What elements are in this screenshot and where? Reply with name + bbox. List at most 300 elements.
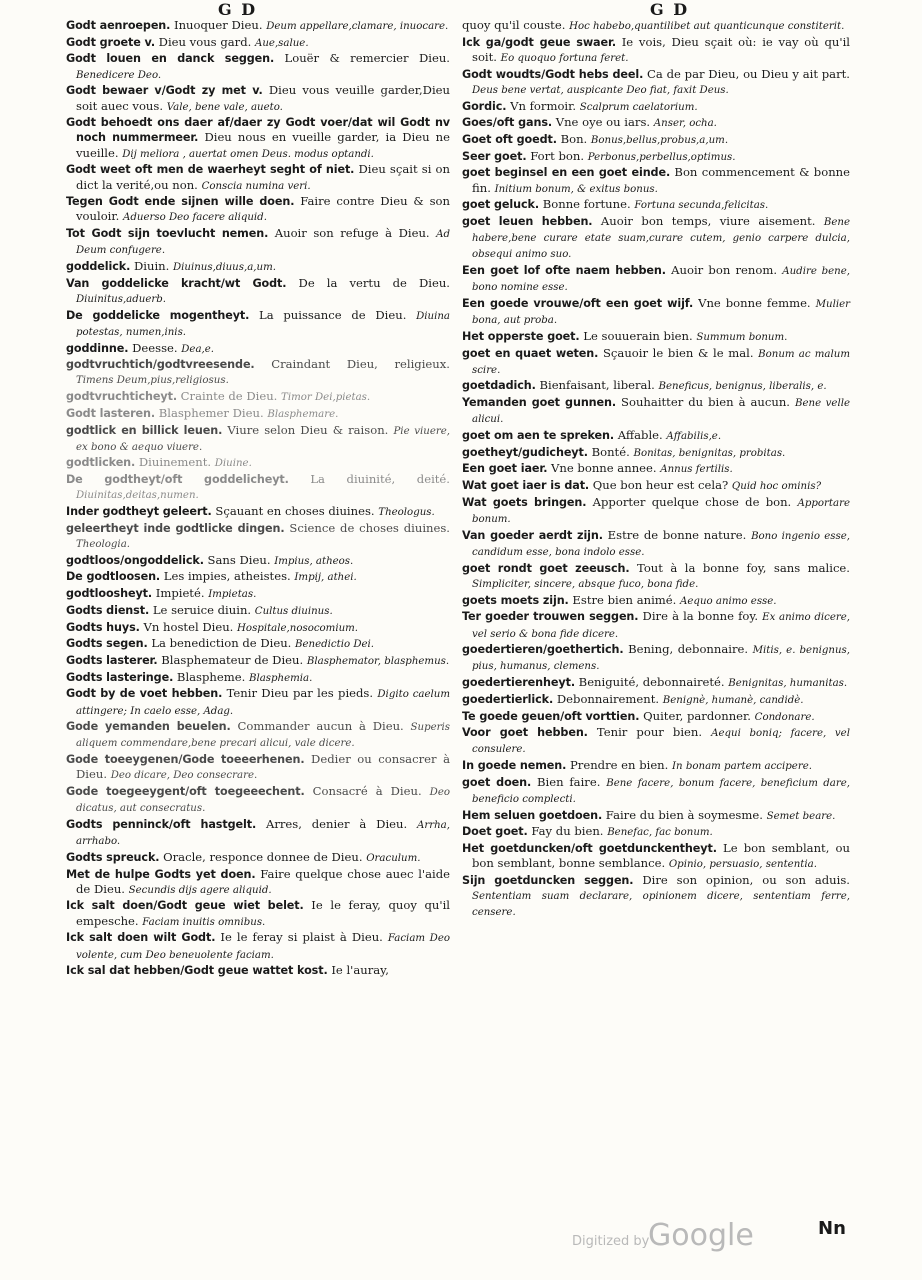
entry-french: Beniguité, debonnaireté.: [574, 675, 729, 690]
entry-latin: Faciam Deo volente, cum Deo beneuolente faciam.: [76, 933, 450, 961]
dictionary-entry: [462, 395, 850, 427]
dictionary-entry: [66, 35, 450, 51]
entry-headword: godtlicken.: [66, 456, 136, 470]
entry-latin: Superis aliquem commendare,bene precari alicui, vale dicere.: [76, 722, 450, 750]
entry-latin: Anser, ocha.: [653, 118, 717, 130]
dictionary-entry: [66, 620, 450, 636]
entry-headword: Ick salt doen/Godt geue wiet belet.: [66, 899, 304, 913]
entry-headword: Godt by de voet hebben.: [66, 687, 223, 701]
entry-french: Consacré à Dieu.: [304, 784, 430, 799]
entry-headword: godtvruchtich/godtvreesende.: [66, 358, 255, 372]
entry-headword: goet beginsel en een goet einde.: [462, 166, 671, 180]
entry-french: De la vertu de Dieu.: [286, 275, 450, 290]
dictionary-entry: [66, 784, 450, 816]
entry-latin: Impij, athei.: [294, 572, 357, 584]
entry-latin: Benedictio Dei.: [295, 639, 375, 651]
entry-headword: Ick ga/godt geue swaer.: [462, 35, 616, 49]
dictionary-entry: [66, 553, 450, 569]
entry-french: Dieu nous en vueille garder, ia Dieu ne vueille.: [76, 130, 450, 160]
entry-latin: Hospitale,nosocomium.: [237, 622, 359, 634]
entry-french: Diuin.: [130, 259, 173, 274]
entry-latin: Scalprum caelatorium.: [579, 101, 698, 113]
dictionary-entry: [462, 445, 850, 461]
entry-french: Dieu vous gard.: [154, 34, 255, 49]
entry-french: Dieu sçait si on dict la verité,ou non.: [76, 162, 450, 192]
entry-headword: Godt aenroepen.: [66, 19, 171, 32]
entry-french: Viure selon Dieu & raison.: [222, 422, 394, 437]
entry-latin: In bonam partem accipere.: [672, 761, 812, 773]
dictionary-entry: [462, 841, 850, 872]
entry-latin: Bene facere, bonum facere, beneficium dare, beneficio complecti.: [472, 777, 850, 806]
dictionary-entry: [66, 406, 450, 422]
entry-latin: Aequo animo esse.: [680, 595, 777, 607]
entry-french: Vne bonne femme.: [693, 295, 816, 310]
entry-latin: Faciam inuitis omnibus.: [142, 916, 266, 928]
dictionary-entry: [66, 83, 450, 114]
entry-french: Sans Dieu.: [203, 552, 275, 567]
entry-latin: Aduerso Deo facere aliquid.: [123, 212, 267, 224]
entry-headword: godtloosheyt.: [66, 587, 153, 601]
entry-headword: Wat goet iaer is dat.: [462, 479, 590, 493]
entry-latin: Perbonus,perbellus,optimus.: [587, 151, 736, 163]
entry-latin: Secundis dijs agere aliquid.: [128, 884, 272, 896]
entry-latin: Diuina potestas, numen,inis.: [76, 310, 450, 338]
entry-french: Fay du bien.: [527, 824, 608, 839]
entry-headword: Voor goet hebben.: [462, 726, 588, 740]
entry-latin: Conscia numina veri.: [201, 180, 311, 192]
entry-headword: Godt woudts/Godt hebs deel.: [462, 67, 644, 81]
entry-latin: Ex animo dicere, vel serio & bona fide dicere.: [472, 612, 851, 640]
entry-french: Blaspheme.: [173, 669, 249, 684]
entry-headword: Gode toegeeygent/oft toegeeechent.: [66, 785, 305, 799]
entry-french: Debonnairement.: [553, 691, 663, 706]
entry-french: Bonté.: [587, 444, 634, 459]
entry-latin: Eo quoquo fortuna feret.: [500, 52, 629, 64]
entry-french: Estre de bonne nature.: [602, 527, 752, 542]
entry-headword: Godts penninck/oft hastgelt.: [66, 817, 257, 831]
dictionary-entry: [462, 132, 850, 148]
entry-headword: Hem seluen goetdoen.: [462, 808, 603, 822]
entry-french: Blasphemer Dieu.: [155, 405, 268, 420]
entry-latin: Deo dicatus, aut consecratus.: [76, 787, 450, 815]
dictionary-entry: [462, 214, 850, 263]
entry-french: Vn hostel Dieu.: [139, 619, 238, 634]
entry-headword: Ick salt doen wilt Godt.: [66, 931, 216, 945]
dictionary-entry: [462, 378, 850, 394]
entry-headword: Godt lasteren.: [66, 406, 156, 420]
entry-latin: Arrha, arrhabo.: [76, 819, 450, 848]
entry-latin: Initium bonum, & exitus bonus.: [494, 183, 658, 195]
entry-latin: Diuine.: [214, 458, 252, 470]
entry-headword: Godts huys.: [66, 620, 140, 634]
entry-french: Le bon semblant, ou bon semblant, bonne semblance.: [472, 841, 850, 871]
entry-headword: Yemanden goet gunnen.: [462, 396, 617, 410]
entry-headword: Inder godtheyt geleert.: [66, 505, 212, 519]
entry-latin: Timor Dei,pietas.: [281, 392, 371, 404]
entry-french: Diuinement.: [135, 455, 215, 470]
entry-latin: Condonare.: [754, 711, 815, 723]
entry-headword: Gode toeeygenen/Gode toeeerhenen.: [66, 753, 305, 767]
entry-headword: Goet oft goedt.: [462, 132, 557, 146]
entry-french: Ie l'auray,: [327, 963, 389, 978]
dictionary-entry: [462, 329, 850, 345]
entry-french: Oracle, responce donnee de Dieu.: [159, 849, 367, 864]
dictionary-entry: [462, 296, 850, 328]
entry-french: Deesse.: [128, 340, 182, 355]
entry-headword: De godtloosen.: [66, 570, 161, 584]
entry-headword: Godt louen en danck seggen.: [66, 52, 275, 66]
entry-headword: Wat goets bringen.: [462, 495, 587, 509]
entry-latin: Audire bene, bono nomine esse.: [472, 266, 850, 294]
dictionary-entry: [462, 873, 850, 921]
dictionary-entry: [66, 898, 450, 929]
entry-french: Ie le feray, quoy qu'il empesche.: [76, 898, 450, 928]
entry-latin: Bene habere,bene curare etate suam,curare cutem, genio carpere dulcia, obsequi animo suo.: [472, 216, 850, 261]
entry-headword: goets moets zijn.: [462, 593, 569, 607]
dictionary-entry: [462, 692, 850, 708]
entry-latin: Fortuna secunda,felicitas.: [634, 200, 769, 212]
entry-headword: Van goddelicke kracht/wt Godt.: [66, 276, 287, 290]
entry-latin: Benignitas, humanitas.: [728, 678, 848, 690]
entry-french: Dedier ou consacrer à Dieu.: [76, 752, 450, 782]
entry-headword: goet en quaet weten.: [462, 346, 599, 360]
entry-headword: De goddelicke mogentheyt.: [66, 308, 250, 322]
entry-headword: De godtheyt/oft goddelicheyt.: [66, 473, 289, 487]
dictionary-entry: [66, 276, 450, 307]
dictionary-entry: [462, 609, 850, 641]
watermark-brand: Google: [648, 1218, 754, 1253]
entry-headword: Godts lasterer.: [66, 653, 158, 667]
entry-headword: Godts segen.: [66, 637, 148, 651]
entry-french: Quiter, pardonner.: [639, 708, 755, 723]
dictionary-entry: [66, 259, 450, 275]
entry-headword: godtloos/ongoddelick.: [66, 553, 204, 567]
entry-french: Auoir son refuge à Dieu.: [268, 226, 437, 241]
entry-headword: Godts dienst.: [66, 603, 150, 617]
entry-headword: Gordic.: [462, 99, 507, 113]
entry-latin: Deus bene vertat, auspicante Deo fiat, faxit Deus.: [472, 84, 729, 96]
entry-latin: Diuinitas,deitas,numen.: [76, 490, 199, 502]
entry-latin: Bonum ac malum scire.: [472, 348, 850, 376]
entry-latin: Impius, atheos.: [274, 555, 354, 567]
entry-headword: goet doen.: [462, 775, 532, 789]
entry-latin: Deum appellare,clamare, inuocare.: [266, 21, 449, 32]
entry-latin: Aue,salue.: [255, 37, 309, 49]
dictionary-entry: [462, 775, 850, 807]
running-head-left: G D: [218, 0, 258, 19]
entry-headword: Tot Godt sijn toevlucht nemen.: [66, 227, 269, 241]
entry-french: Le souuerain bien.: [579, 328, 697, 343]
entry-french: Tenir pour bien.: [587, 725, 712, 740]
entry-latin: Diuinitus,aduerb.: [76, 293, 167, 305]
dictionary-entry: [462, 824, 850, 840]
entry-headword: Seer goet.: [462, 149, 527, 163]
entry-french: quoy qu'il couste.: [462, 18, 570, 32]
entry-latin: Mulier bona, aut proba.: [472, 298, 851, 327]
dictionary-entry: [66, 194, 450, 225]
entry-headword: Godt behoedt ons daer af/daer zy Godt voer/dat wil Godt nv noch nummermeer.: [66, 116, 450, 145]
dictionary-entry: [462, 67, 850, 98]
entry-latin: Pie viuere, ex bono & aequo viuere.: [76, 425, 450, 453]
entry-french: Inuoquer Dieu.: [170, 18, 267, 32]
dictionary-entry: [66, 586, 450, 602]
entry-latin: Benignè, humanè, candidè.: [662, 694, 804, 706]
entry-latin: Oraculum.: [366, 852, 421, 864]
dictionary-entry: [66, 653, 450, 669]
entry-french: Affable.: [614, 428, 667, 443]
entry-french: Ca de par Dieu, ou Dieu y ait part.: [643, 66, 850, 81]
entry-latin: Impietas.: [208, 589, 257, 601]
entry-latin: Quid hoc ominis?: [731, 481, 822, 493]
entry-latin: Hoc habebo,quantilibet aut quanticunque constiterit.: [569, 21, 845, 32]
entry-latin: Bene velle alicui.: [472, 398, 850, 426]
entry-latin: Digito caelum attingere; In caelo esse, Adag.: [76, 689, 450, 717]
entry-french: Bien faire.: [531, 774, 607, 789]
entry-headword: Een goede vrouwe/oft een goet wijf.: [462, 296, 694, 310]
entry-headword: geleertheyt inde godtlicke dingen.: [66, 521, 285, 535]
entry-latin: Bonitas, benignitas, probitas.: [633, 447, 786, 459]
entry-latin: Beneficus, benignus, liberalis, e.: [658, 381, 827, 393]
dictionary-entry: [462, 593, 850, 609]
dictionary-entry: [66, 455, 450, 471]
entry-french: Apporter quelque chose de bon.: [586, 494, 798, 509]
dictionary-entry: [462, 709, 850, 725]
dictionary-entry: [462, 35, 850, 66]
dictionary-entry: [66, 115, 450, 162]
entry-french: Vn formoir.: [506, 98, 580, 113]
entry-french: Science de choses diuines.: [284, 520, 450, 535]
dictionary-entry: [66, 357, 450, 388]
entry-headword: Ick sal dat hebben/Godt geue wattet kost.: [66, 964, 328, 978]
entry-latin: Vale, bene vale, aueto.: [166, 101, 283, 113]
dictionary-entry: [66, 963, 450, 978]
google-watermark: [572, 1216, 772, 1256]
dictionary-entry: [462, 478, 850, 494]
entry-headword: Een goet iaer.: [462, 462, 548, 476]
dictionary-entry: [66, 569, 450, 585]
entry-french: Impieté.: [152, 586, 209, 601]
entry-french: Faire contre Dieu & son vouloir.: [76, 194, 450, 224]
entry-french: Vne oye ou iars.: [552, 115, 654, 130]
entry-headword: Gode yemanden beuelen.: [66, 720, 231, 734]
dictionary-entry: [462, 561, 850, 592]
entry-headword: Godts lasteringe.: [66, 670, 174, 684]
entry-latin: Summum bonum.: [696, 331, 788, 343]
entry-french: Commander aucun à Dieu.: [230, 719, 411, 734]
dictionary-entry: [66, 226, 450, 258]
entry-headword: godtvruchticheyt.: [66, 390, 177, 404]
entry-headword: Ter goeder trouwen seggen.: [462, 610, 639, 624]
dictionary-entry: [66, 719, 450, 751]
entry-french: Tout à la bonne foy, sans malice.: [629, 560, 850, 575]
entry-french: Dieu vous veuille garder,Dieu soit auec vous.: [76, 83, 450, 113]
entry-french: Les impies, atheistes.: [160, 569, 295, 584]
entry-latin: Diuinus,diuus,a,um.: [173, 262, 276, 274]
entry-latin: Theologus.: [378, 507, 435, 519]
entry-latin: Dea,e.: [181, 343, 215, 355]
entry-french: Sçauant en choses diuines.: [211, 504, 379, 519]
dictionary-entry: [66, 308, 450, 340]
dictionary-entry: [66, 162, 450, 193]
entry-french: Faire du bien à soymesme.: [602, 807, 767, 822]
entry-latin: Opinio, persuasio, sententia.: [668, 859, 817, 871]
entry-french: Sçauoir le bien & le mal.: [598, 345, 759, 360]
dictionary-entry: [462, 808, 850, 824]
entry-headword: In goede nemen.: [462, 759, 567, 773]
entry-latin: Sententiam suam declarare, opinionem dicere, sententiam ferre, censere.: [472, 891, 850, 919]
dictionary-entry: [462, 99, 850, 115]
dictionary-entry: [462, 197, 850, 213]
dictionary-entry: [462, 528, 850, 560]
entry-latin: Blasphemare.: [267, 408, 339, 420]
entry-latin: Ad Deum confugere.: [76, 229, 450, 257]
entry-headword: Met de hulpe Godts yet doen.: [66, 867, 256, 881]
dictionary-entry: [66, 670, 450, 686]
entry-headword: goedertieren/goethertich.: [462, 643, 624, 657]
dictionary-entry: [462, 346, 850, 378]
dictionary-entry: [66, 423, 450, 455]
entry-headword: goet rondt goet zeeusch.: [462, 561, 630, 575]
watermark-prefix: Digitized by: [572, 1234, 650, 1249]
entry-latin: Affabilis,e.: [666, 431, 722, 443]
entry-headword: goddinne.: [66, 341, 129, 355]
entry-latin: Benefac, fac bonum.: [607, 827, 713, 839]
dictionary-entry: [66, 341, 450, 357]
entry-french: Le seruice diuin.: [149, 602, 255, 617]
entry-french: La benediction de Dieu.: [147, 636, 296, 651]
dictionary-entry: [66, 521, 450, 552]
dictionary-entry: [462, 149, 850, 165]
entry-headword: Godt weet oft men de waerheyt seght of niet.: [66, 163, 355, 177]
entry-latin: Bono ingenio esse, candidum esse, bona indolo esse.: [472, 530, 850, 558]
entry-french: Que bon heur est cela?: [589, 478, 732, 493]
right-column: [462, 18, 850, 921]
entry-headword: goet geluck.: [462, 198, 540, 212]
entry-latin: Semet beare.: [766, 810, 836, 822]
entry-headword: Godts spreuck.: [66, 850, 160, 864]
entry-french: Dire à la bonne foy.: [638, 609, 763, 624]
entry-french: Souhaitter du bien à aucun.: [616, 395, 795, 410]
dictionary-entry: [66, 686, 450, 718]
dictionary-entry: [462, 642, 850, 674]
entry-latin: Aequi boniq; facere, vel consulere.: [472, 728, 850, 756]
entry-french: Estre bien animé.: [568, 592, 681, 607]
entry-headword: Een goet lof ofte naem hebben.: [462, 264, 666, 278]
entry-headword: Het opperste goet.: [462, 329, 580, 343]
entry-headword: Het goetduncken/oft goetdunckentheyt.: [462, 842, 717, 856]
entry-french: Bon commencement & bonne fin.: [472, 165, 850, 195]
dictionary-entry: [66, 636, 450, 652]
entry-latin: Benedicere Deo.: [76, 69, 162, 81]
entry-headword: goddelick.: [66, 260, 131, 274]
entry-headword: goetdadich.: [462, 379, 536, 393]
dictionary-entry: [66, 18, 450, 34]
entry-headword: goet om aen te spreken.: [462, 429, 615, 443]
dictionary-entry: [462, 115, 850, 131]
entry-latin: Annus fertilis.: [660, 464, 733, 476]
dictionary-entry: [462, 495, 850, 527]
entry-latin: Apportare bonum.: [472, 497, 850, 526]
entry-french: La diuinité, deité.: [288, 472, 450, 487]
dictionary-entry: [462, 758, 850, 774]
dictionary-entry: [66, 867, 450, 898]
entry-latin: Bonus,bellus,probus,a,um.: [590, 134, 729, 146]
entry-french: Ie vois, Dieu sçait où: ie vay où qu'il soit.: [472, 34, 850, 64]
entry-headword: goet leuen hebben.: [462, 214, 593, 228]
entry-latin: Mitis, e. benignus, pius, humanus, clemens.: [472, 645, 851, 673]
entry-french: Blasphemateur de Dieu.: [157, 652, 307, 667]
entry-latin: Blasphemator, blasphemus.: [306, 655, 450, 667]
entry-latin: Cultus diuinus.: [254, 605, 333, 617]
entry-headword: Tegen Godt ende sijnen wille doen.: [66, 195, 295, 209]
entry-latin: Blasphemia.: [248, 672, 313, 684]
entry-french: Auoir bon temps, viure aisement.: [592, 213, 824, 228]
dictionary-entry: [66, 850, 450, 866]
entry-french: Vne bonne annee.: [547, 461, 661, 476]
entry-headword: Godt groete v.: [66, 35, 155, 49]
entry-french: Auoir bon renom.: [665, 263, 783, 278]
entry-french: Bienfaisant, liberal.: [535, 378, 659, 393]
entry-headword: Goes/oft gans.: [462, 116, 553, 130]
dictionary-entry: [462, 165, 850, 196]
entry-french: Tenir Dieu par les pieds.: [222, 686, 378, 701]
dictionary-entry: [462, 18, 850, 34]
running-head-right: G D: [650, 0, 690, 19]
entry-french: Bon.: [556, 131, 591, 146]
entry-headword: Van goeder aerdt zijn.: [462, 528, 603, 542]
signature-mark: Nn: [818, 1218, 846, 1239]
entry-headword: Godt bewaer v/Godt zy met v.: [66, 84, 263, 98]
dictionary-entry: [462, 428, 850, 444]
entry-french: Fort bon.: [526, 148, 588, 163]
entry-french: Arres, denier à Dieu.: [256, 816, 418, 831]
dictionary-entry: [66, 51, 450, 82]
dictionary-entry: [66, 389, 450, 405]
dictionary-entry: [462, 461, 850, 477]
dictionary-entry: [462, 725, 850, 757]
entry-headword: goetheyt/gudicheyt.: [462, 445, 588, 459]
entry-latin: Simpliciter, sincere, absque fuco, bona fide.: [472, 578, 699, 590]
entry-headword: goedertierlick.: [462, 692, 554, 706]
entry-latin: Deo dicare, Deo consecrare.: [110, 770, 258, 782]
dictionary-entry: [66, 817, 450, 849]
entry-french: Ie le feray si plaist à Dieu.: [215, 930, 388, 945]
entry-french: La puissance de Dieu.: [249, 307, 417, 322]
entry-headword: goedertierenheyt.: [462, 676, 575, 690]
entry-french: Louër & remercier Dieu.: [274, 51, 450, 66]
dictionary-entry: [66, 603, 450, 619]
entry-latin: Theologia.: [76, 539, 131, 550]
entry-french: Crainte de Dieu.: [176, 389, 282, 404]
dictionary-entry: [462, 263, 850, 295]
entry-latin: Dij meliora , auertat omen Deus. modus optandi.: [122, 148, 374, 160]
entry-headword: Te goede geuen/oft vorttien.: [462, 709, 640, 723]
entry-french: Dire son opinion, ou son aduis.: [633, 873, 850, 888]
entry-french: Craindant Dieu, religieux.: [254, 357, 450, 372]
entry-headword: Doet goet.: [462, 825, 528, 839]
dictionary-entry: [66, 504, 450, 520]
left-column: [66, 18, 450, 979]
entry-french: Faire quelque chose auec l'aide de Dieu.: [76, 866, 451, 896]
dictionary-entry: [66, 752, 450, 783]
entry-latin: Timens Deum,pius,religiosus.: [76, 375, 229, 387]
entry-french: Prendre en bien.: [566, 758, 673, 773]
entry-french: Bening, debonnaire.: [623, 642, 753, 657]
dictionary-entry: [66, 472, 450, 503]
dictionary-entry: [66, 930, 450, 962]
entry-french: Bonne fortune.: [539, 197, 635, 212]
entry-headword: Sijn goetduncken seggen.: [462, 874, 634, 888]
